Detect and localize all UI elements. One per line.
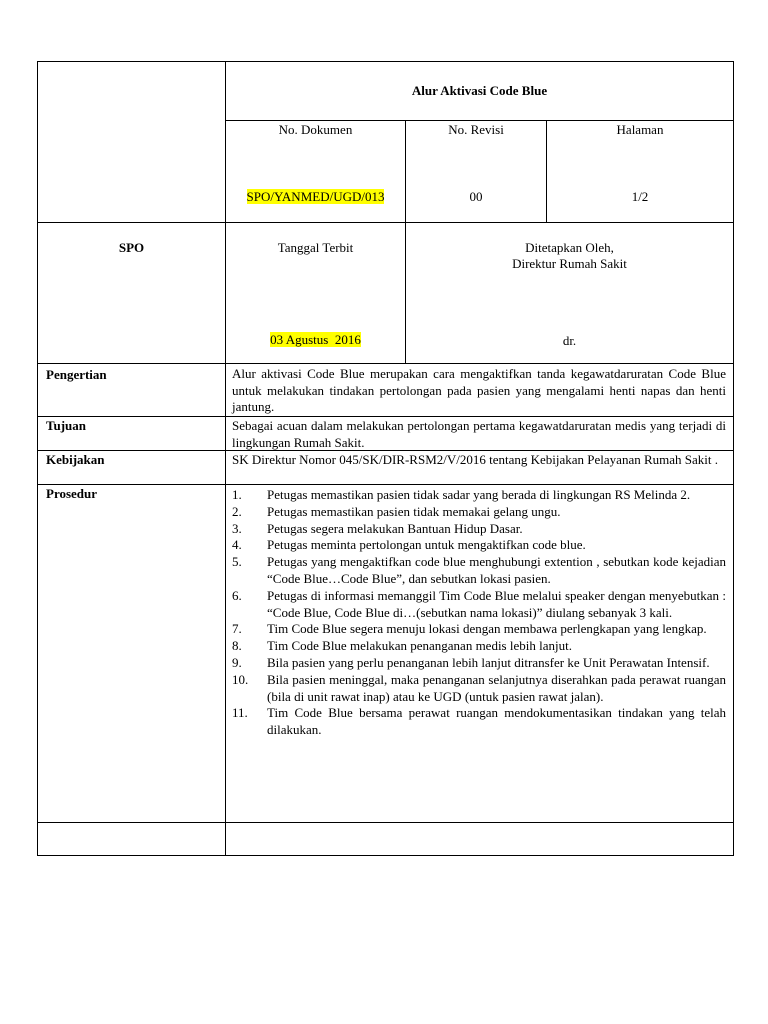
signer-name: dr.: [562, 333, 577, 348]
step-text: Petugas memastikan pasien tidak memakai gelang ungu.: [267, 503, 561, 519]
table-border-bottom: [37, 855, 734, 856]
doc-number-label: No. Dokumen: [278, 122, 353, 137]
issue-date-cell: [226, 332, 405, 348]
issue-date-label: Tanggal Terbit: [277, 240, 354, 255]
step-number: 5.: [232, 554, 242, 570]
step-number: 4.: [232, 537, 242, 553]
step-number: 11.: [232, 705, 248, 721]
procedure-step: [232, 638, 726, 655]
step-number: 1.: [232, 487, 242, 502]
row-divider: [37, 484, 734, 485]
revision-label: No. Revisi: [448, 122, 504, 137]
step-text: Petugas memastikan pasien tidak sadar yang berada di lingkungan RS Melinda 2.: [267, 487, 691, 502]
procedure-step: [232, 487, 726, 504]
step-number: 10.: [232, 671, 249, 687]
revision-value: 00: [469, 189, 483, 204]
procedure-step: [232, 655, 726, 672]
doc-number-cell: [226, 189, 405, 205]
step-text: Tim Code Blue bersama perawat ruangan mendokumentasikan tindakan yang telah dilakukan.: [267, 705, 726, 738]
step-text: Petugas di informasi memanggil Tim Code Blue melalui speaker dengan menyebutkan : “Code Blue, Code Blue di…(sebutkan nama lokasi)” diulang sebanyak 3 kali.: [267, 587, 726, 620]
step-number: 9.: [232, 654, 242, 670]
row-divider: [37, 416, 734, 417]
kebijakan-text: SK Direktur Nomor 045/SK/DIR-RSM2/V/2016 tentang Kebijakan Pelayanan Rumah Sakit .: [232, 452, 719, 467]
tujuan-label: Tujuan: [46, 418, 86, 433]
document-title: Alur Aktivasi Code Blue: [411, 83, 548, 98]
table-border-right: [733, 61, 734, 856]
column-divider: [225, 61, 226, 856]
procedure-step: [232, 588, 726, 622]
step-text: Bila pasien yang perlu penanganan lebih lanjut ditransfer ke Unit Perawatan Intensif.: [267, 654, 710, 670]
row-divider: [225, 120, 733, 121]
step-number: 2.: [232, 503, 242, 519]
spo-label: SPO: [118, 240, 145, 255]
step-number: 6.: [232, 587, 242, 603]
step-text: Petugas segera melakukan Bantuan Hidup Dasar.: [267, 520, 523, 536]
step-text: Petugas meminta pertolongan untuk mengaktifkan code blue.: [267, 537, 586, 553]
pengertian-text: Alur aktivasi Code Blue merupakan cara mengaktifkan tanda kegawatdaruratan Code Blue untuk melakukan tindakan pertolongan pada pasien yang mengalami henti napas dan henti jantung.: [232, 366, 726, 414]
tujuan-text: Sebagai acuan dalam melakukan pertolongan pertama kegawatdaruratan medis yang terjadi di lingkungan Rumah Sakit.: [232, 418, 726, 450]
procedure-step: [232, 521, 726, 538]
prosedur-label: Prosedur: [46, 486, 98, 501]
row-divider: [37, 222, 734, 223]
row-divider: [37, 363, 734, 364]
issue-date-value: 03 Agustus 2016: [270, 332, 361, 347]
table-border-left: [37, 61, 38, 856]
step-text: Tim Code Blue segera menuju lokasi dengan membawa perlengkapan yang lengkap.: [267, 621, 707, 637]
procedure-step: [232, 672, 726, 706]
doc-number-value: SPO/YANMED/UGD/013: [246, 189, 385, 204]
procedure-list: [232, 487, 726, 739]
procedure-step: [232, 621, 726, 638]
procedure-step: [232, 705, 726, 739]
approved-by-line2: Direktur Rumah Sakit: [512, 256, 627, 271]
step-number: 8.: [232, 638, 242, 654]
procedure-step: [232, 537, 726, 554]
procedure-step: [232, 504, 726, 521]
step-text: Tim Code Blue melakukan penanganan medis lebih lanjut.: [267, 638, 572, 654]
page-label: Halaman: [616, 122, 664, 137]
kebijakan-label: Kebijakan: [46, 452, 105, 467]
step-number: 7.: [232, 621, 242, 637]
page-value: 1/2: [631, 189, 649, 204]
pengertian-label: Pengertian: [46, 367, 107, 382]
step-text: Bila pasien meninggal, maka penanganan selanjutnya diserahkan pada perawat ruangan (bila di unit rawat inap) atau ke UGD (untuk pasien rawat jalan).: [267, 671, 726, 704]
row-divider: [37, 822, 734, 823]
step-number: 3.: [232, 520, 242, 536]
table-border-top: [37, 61, 734, 62]
procedure-step: [232, 554, 726, 588]
step-text: Petugas yang mengaktifkan code blue menghubungi extention , sebutkan kode kejadian “Code Blue…Code Blue”, dan sebutkan lokasi pasien.: [267, 554, 726, 586]
approved-by-line1: Ditetapkan Oleh,: [525, 240, 614, 255]
